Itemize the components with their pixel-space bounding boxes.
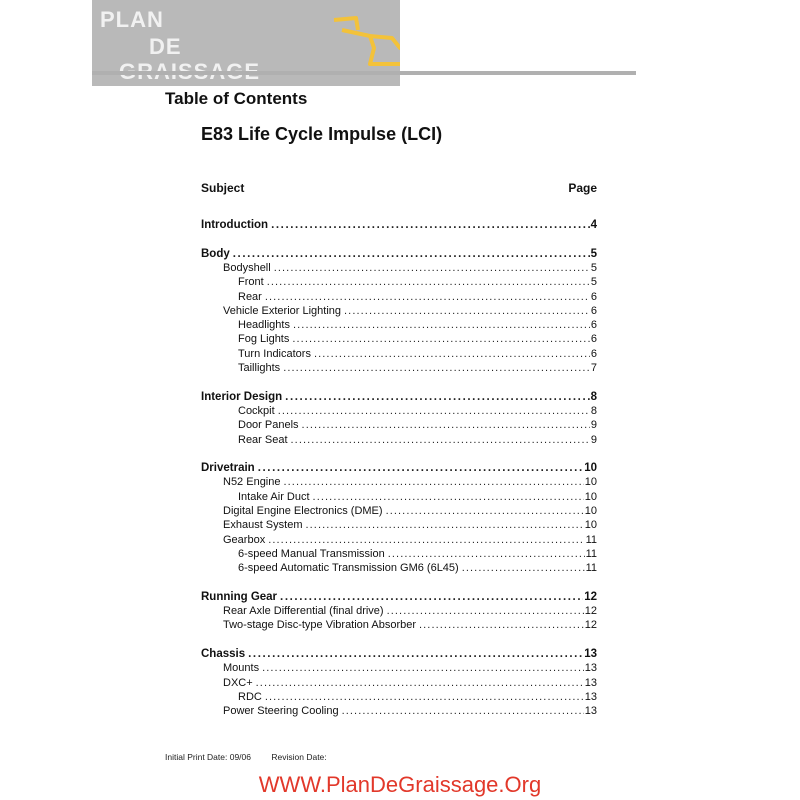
toc-entry[interactable] [201, 690, 597, 704]
toc-entry-page: 5 [590, 247, 597, 260]
toc-entry-label: Door Panels [238, 419, 299, 432]
toc-leader-dots [248, 647, 583, 661]
toc-entry[interactable] [201, 490, 597, 504]
toc-entry-page: 4 [590, 219, 597, 231]
revision-date: Revision Date: [271, 752, 327, 762]
toc-entry-label: RDC [238, 690, 262, 703]
toc-entry-label: Mounts [223, 662, 260, 675]
page-column-header: Page [568, 181, 597, 195]
toc-leader-dots [292, 332, 590, 346]
toc-entry-page: 6 [590, 304, 597, 317]
toc-entry[interactable] [201, 475, 597, 489]
toc-entry-label: Chassis [201, 648, 246, 660]
footer [165, 752, 345, 762]
toc-leader-dots [388, 547, 585, 561]
logo-text-line1: PLAN [100, 7, 164, 32]
toc-entry-label: Body [201, 247, 230, 260]
toc-entry-page: 11 [585, 533, 597, 546]
toc-entry[interactable] [201, 547, 597, 561]
toc-entry-page: 13 [584, 676, 597, 689]
toc-entry[interactable] [201, 318, 597, 332]
toc-leader-dots [262, 661, 584, 675]
toc-entry-page: 10 [584, 476, 597, 489]
toc-entry-label: N52 Engine [223, 476, 281, 489]
toc-leader-dots [265, 290, 590, 304]
toc-leader-dots [302, 418, 590, 432]
toc-entry[interactable] [201, 304, 597, 318]
toc-entry-page: 12 [584, 605, 597, 618]
toc-entry-label: 6-speed Manual Transmission [238, 547, 385, 560]
toc-entry-label: Rear Axle Differential (final drive) [223, 605, 384, 618]
toc-entry-page: 5 [590, 261, 597, 274]
toc-entry-label: Two-stage Disc-type Vibration Absorber [223, 619, 416, 632]
toc-entry-page: 9 [590, 433, 597, 446]
toc-leader-dots [387, 604, 584, 618]
toc-entry-label: Digital Engine Electronics (DME) [223, 505, 383, 517]
toc-leader-dots [271, 218, 590, 232]
toc-entry-page: 6 [590, 319, 597, 332]
toc-entry-label: Front [238, 276, 264, 289]
toc-entry[interactable] [201, 661, 597, 675]
toc-leader-dots [293, 318, 590, 332]
toc-leader-dots [344, 304, 590, 318]
toc-leader-dots [280, 590, 583, 604]
document-title: E83 Life Cycle Impulse (LCI) [201, 124, 443, 144]
toc-entry-label: Running Gear [201, 590, 278, 603]
toc-entry[interactable] [201, 433, 597, 447]
toc-entry[interactable] [201, 604, 597, 618]
toc-entry[interactable] [201, 361, 597, 375]
toc-leader-dots [278, 404, 590, 418]
toc-entry-page: 13 [584, 705, 597, 718]
toc-entry[interactable] [201, 647, 597, 661]
subject-column-header: Subject [201, 181, 245, 195]
toc-leader-dots [462, 561, 585, 575]
toc-entry-page: 11 [585, 547, 597, 560]
toc-entry-label: Vehicle Exterior Lighting [223, 304, 342, 317]
toc-entry-label: Fog Lights [238, 333, 290, 346]
toc-leader-dots [233, 247, 590, 261]
toc-entry-label: Introduction [201, 219, 269, 231]
toc-entry-label: Interior Design [201, 390, 283, 403]
toc-entry[interactable] [201, 704, 597, 718]
toc-entry[interactable] [201, 404, 597, 418]
toc-entry-label: Bodyshell [223, 261, 271, 274]
toc-entry-label: Power Steering Cooling [223, 705, 339, 718]
toc-entry[interactable] [201, 590, 597, 604]
toc-entry-label: Cockpit [238, 404, 275, 417]
initial-print-date: Initial Print Date: 09/06 [165, 752, 251, 762]
toc-entry[interactable] [201, 618, 597, 632]
toc-entry[interactable] [201, 676, 597, 690]
toc-entry[interactable] [201, 218, 597, 232]
toc-leader-dots [305, 518, 583, 532]
toc-entry[interactable] [201, 275, 597, 289]
toc-entry[interactable] [201, 347, 597, 361]
toc-leader-dots [265, 690, 584, 704]
toc-entry-page: 10 [584, 519, 597, 532]
toc-leader-dots [285, 390, 589, 404]
toc-entry-label: 6-speed Automatic Transmission GM6 (6L45) [238, 562, 459, 575]
toc-entry-page: 8 [590, 404, 597, 417]
toc-entry-label: Gearbox [223, 533, 266, 546]
toc-entry-page: 13 [584, 648, 597, 660]
toc-heading: Table of Contents [165, 89, 308, 108]
toc-entry[interactable] [201, 418, 597, 432]
toc-leader-dots [256, 676, 584, 690]
toc-entry[interactable] [201, 247, 597, 261]
toc-entry[interactable] [201, 332, 597, 346]
toc-entry-page: 13 [584, 690, 597, 703]
toc-entry-page: 6 [590, 290, 597, 303]
toc-leader-dots [313, 490, 584, 504]
toc-entry-page: 10 [584, 490, 597, 503]
header-rule [92, 71, 636, 75]
toc-entry[interactable] [201, 461, 597, 475]
toc-entry[interactable] [201, 261, 597, 275]
toc-entry-page: 12 [584, 590, 597, 603]
toc-entry-label: Exhaust System [223, 519, 303, 532]
toc-entry[interactable] [201, 533, 597, 547]
toc-entry-label: Rear Seat [238, 433, 288, 446]
oil-can-icon [330, 8, 400, 76]
toc-leader-dots [267, 275, 590, 289]
toc-entry-page: 13 [584, 662, 597, 675]
toc-entry-label: Headlights [238, 319, 290, 332]
toc-entry-page: 10 [584, 505, 597, 517]
toc-leader-dots [342, 704, 584, 718]
toc-leader-dots [419, 618, 584, 632]
toc-entry-page: 6 [590, 333, 597, 346]
toc-entry[interactable] [201, 518, 597, 532]
toc-entry-page: 8 [590, 390, 597, 403]
toc-leader-dots [283, 361, 590, 375]
toc-entry-label: Taillights [238, 362, 281, 374]
toc-entry[interactable] [201, 290, 597, 304]
toc-leader-dots [284, 475, 584, 489]
toc-entry-page: 11 [585, 562, 597, 575]
toc-entry-page: 7 [590, 362, 597, 374]
toc-entry-label: Rear [238, 290, 262, 303]
toc-entry-page: 12 [584, 619, 597, 632]
toc-entry[interactable] [201, 390, 597, 404]
toc-leader-dots [274, 261, 590, 275]
toc-entry-label: Turn Indicators [238, 347, 311, 360]
toc-leader-dots [291, 433, 590, 447]
logo-text-line2: DE [149, 34, 182, 59]
toc-entry-page: 9 [590, 419, 597, 432]
toc-entry-label: Intake Air Duct [238, 490, 310, 503]
toc-leader-dots [386, 504, 584, 518]
toc-entry[interactable] [201, 561, 597, 575]
toc-entry-page: 6 [590, 347, 597, 360]
toc-entry-label: DXC+ [223, 676, 253, 689]
toc-leader-dots [258, 461, 584, 475]
toc-entry-label: Drivetrain [201, 462, 255, 475]
website-link[interactable]: WWW.PlanDeGraissage.Org [258, 772, 542, 797]
toc-entry-page: 10 [584, 462, 597, 475]
toc-leader-dots [268, 533, 584, 547]
toc-entry[interactable] [201, 504, 597, 518]
toc-leader-dots [314, 347, 590, 361]
toc-entry-page: 5 [590, 276, 597, 289]
